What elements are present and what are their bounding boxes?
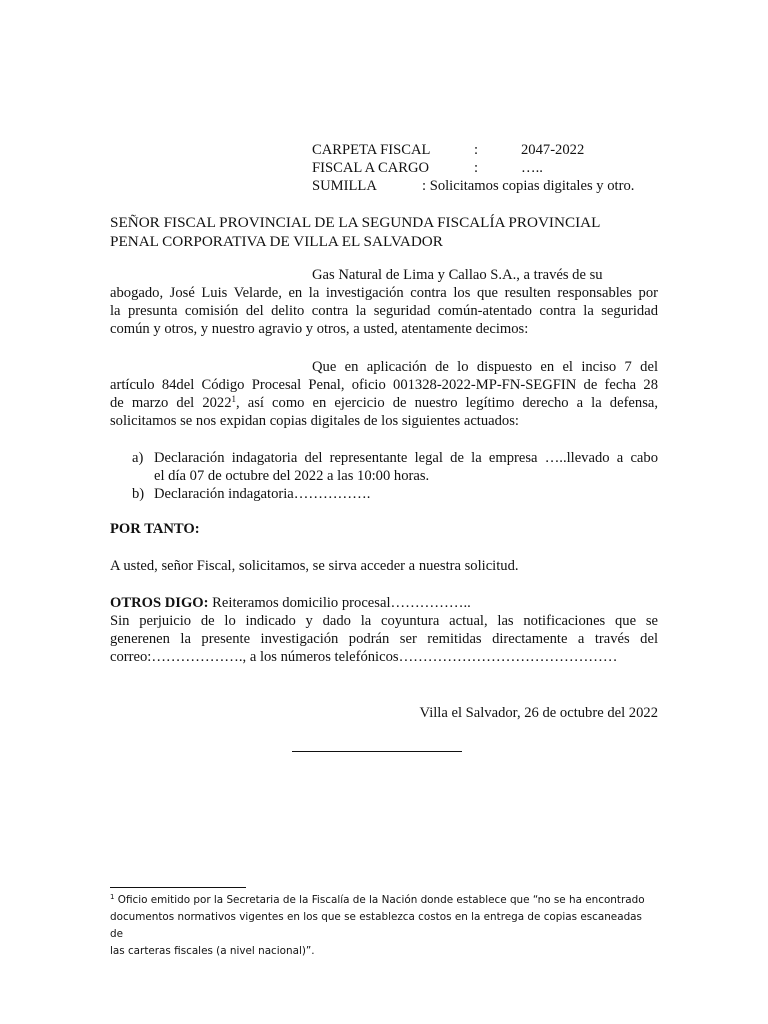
fiscal-label: FISCAL A CARGO — [312, 160, 430, 176]
addressee-line: PENAL CORPORATIVA DE VILLA EL SALVADOR — [110, 232, 443, 250]
sumilla-value: : Solicitamos copias digitales y otro. — [422, 178, 635, 194]
intro-line: común y otros, y nuestro agravio y otros, a usted, atentamente decimos: — [110, 321, 529, 337]
otros-digo-line: correo:………………., a los números telefónicos……………………………………… — [110, 649, 618, 665]
place-date: Villa el Salvador, 26 de octubre del 2022 — [419, 705, 658, 721]
otros-digo-line — [110, 594, 658, 612]
request-line — [110, 394, 658, 412]
otros-digo-label: OTROS DIGO: — [110, 595, 209, 611]
list-marker: a) — [132, 450, 144, 466]
requested-items-list — [110, 449, 658, 503]
intro-line: abogado, José Luis Velarde, en la investigación contra los que resulten responsables por — [110, 285, 658, 301]
signature-line — [292, 751, 462, 752]
otros-digo-paragraph — [110, 594, 658, 666]
list-item — [110, 485, 658, 503]
request-date: de marzo del 2022 — [110, 395, 232, 411]
footnote-text: Oficio emitido por la Secretaria de la Fiscalía de la Nación donde establece que “no se ha encontrado — [114, 894, 645, 906]
otros-digo-line: generenen la presente investigación podrán ser remitidas directamente a través del — [110, 631, 658, 647]
footnote-line — [110, 892, 658, 909]
fiscal-value: ….. — [521, 160, 543, 176]
request-line: Que en aplicación de lo dispuesto en el inciso 7 del — [312, 359, 658, 375]
por-tanto-text: A usted, señor Fiscal, solicitamos, se sirva acceder a nuestra solicitud. — [110, 558, 519, 574]
request-paragraph — [110, 358, 658, 430]
list-marker: b) — [132, 486, 145, 502]
request-rest: , así como en ejercicio de nuestro legítimo derecho a la defensa, — [236, 395, 659, 411]
otros-digo-text: Reiteramos domicilio procesal…………….. — [208, 595, 471, 611]
footnote — [110, 892, 658, 960]
carpeta-colon: : — [474, 142, 479, 158]
list-item-line: Declaración indagatoria del representante legal de la empresa …..llevado a cabo — [154, 450, 658, 466]
addressee-line: SEÑOR FISCAL PROVINCIAL DE LA SEGUNDA FISCALÍA PROVINCIAL — [110, 214, 601, 231]
footnote-separator — [110, 887, 246, 888]
sumilla-label: SUMILLA — [312, 178, 377, 194]
list-item — [110, 449, 658, 485]
por-tanto-heading: POR TANTO: — [110, 521, 200, 537]
carpeta-value: 2047-2022 — [521, 142, 585, 158]
otros-digo-line: Sin perjuicio de lo indicado y dado la coyuntura actual, las notificaciones que se — [110, 613, 658, 629]
fiscal-colon: : — [474, 160, 479, 176]
request-line: solicitamos se nos expidan copias digitales de los siguientes actuados: — [110, 413, 519, 429]
intro-line: Gas Natural de Lima y Callao S.A., a través de su — [312, 267, 603, 283]
carpeta-label: CARPETA FISCAL — [312, 142, 431, 158]
footnote-line: documentos normativos vigentes en los que se establezca costos en la entrega de copias escaneadas de — [110, 911, 642, 940]
footnote-line: las carteras fiscales (a nivel nacional)”. — [110, 945, 315, 957]
intro-paragraph — [110, 266, 658, 338]
list-item-line: Declaración indagatoria……………. — [154, 486, 371, 502]
footnote-ref: 1 — [231, 394, 237, 404]
request-line: artículo 84del Código Procesal Penal, oficio 001328-2022-MP-FN-SEGFIN de fecha 28 — [110, 377, 658, 393]
addressee — [110, 214, 630, 251]
list-item-line: el día 07 de octubre del 2022 a las 10:00 horas. — [154, 468, 430, 484]
footnote-number: 1 — [110, 893, 115, 901]
intro-line: la presunta comisión del delito contra la seguridad común-atentado contra la seguridad — [110, 303, 658, 319]
